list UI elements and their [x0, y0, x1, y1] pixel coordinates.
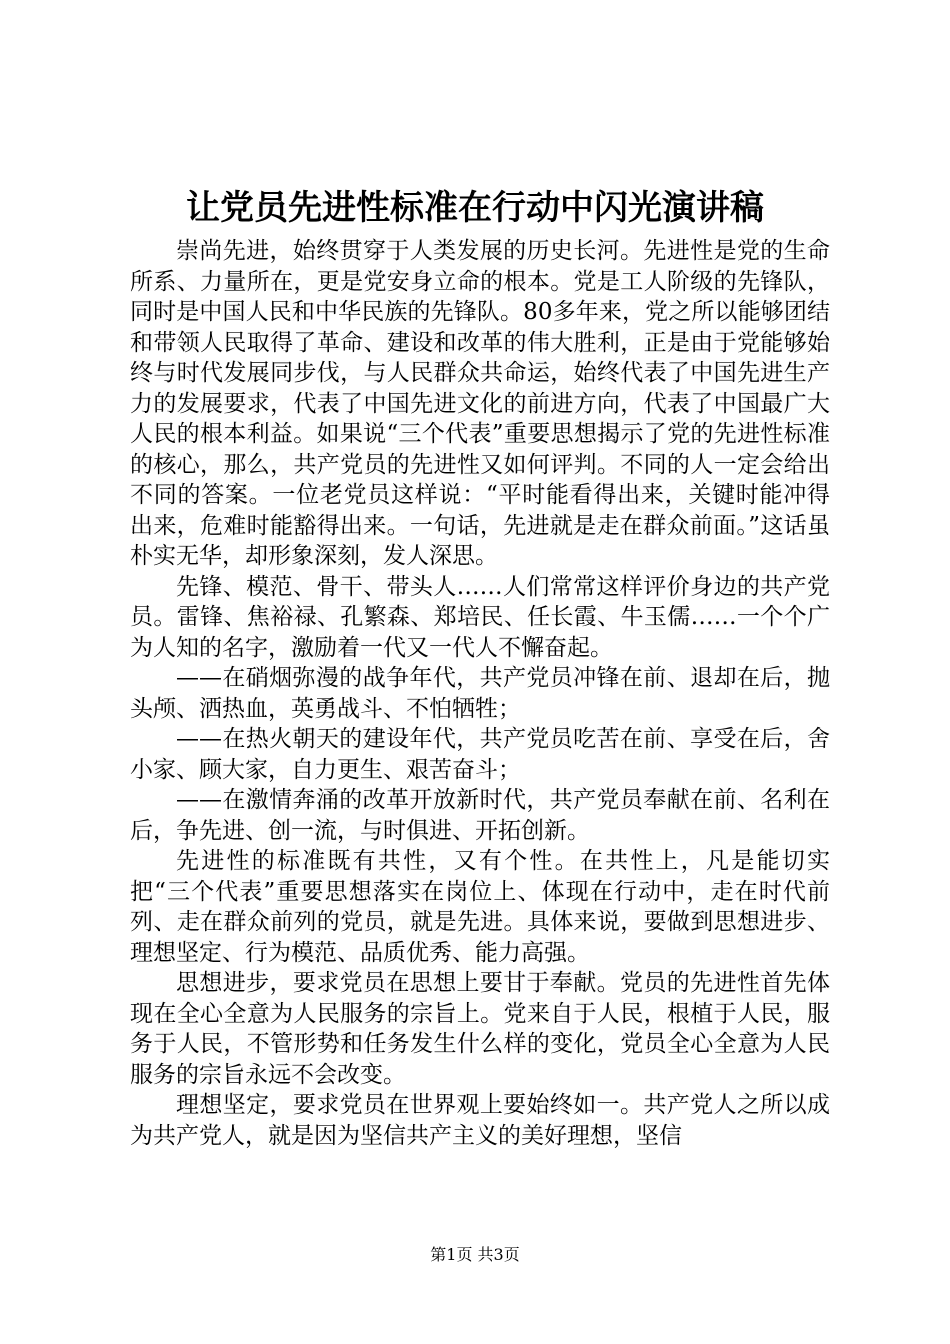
paragraph-7: 思想进步，要求党员在思想上要甘于奉献。党员的先进性首先体现在全心全意为人民服务的宗旨上。党来自于人民，根植于人民，服务于人民，不管形势和任务发生什么样的变化，党员全心全意为人民服务的宗旨永远不会改变。 [130, 970, 830, 1088]
paragraph-8: 理想坚定，要求党员在世界观上要始终如一。共产党人之所以成为共产党人，就是因为坚信共产主义的美好理想，坚信 [130, 1092, 830, 1149]
paragraph-2: 先锋、模范、骨干、带头人……人们常常这样评价身边的共产党员。雷锋、焦裕禄、孔繁森、郑培民、任长霞、牛玉儒……一个个广为人知的名字，激励着一代又一代人不懈奋起。 [130, 573, 830, 661]
paragraph-1: 崇尚先进，始终贯穿于人类发展的历史长河。先进性是党的生命所系、力量所在，更是党安身立命的根本。党是工人阶级的先锋队，同时是中国人民和中华民族的先锋队。80多年来，党之所以能够团结和带领人民取得了革命、建设和改革的伟大胜利，正是由于党能够始终与时代发展同步伐，与人民群众共命运，始终代表了中国先进生产力的发展要求，代表了中国先进文化的前进方向，代表了中国最广大人民的根本利益。如果说“三个代表”重要思想揭示了党的先进性标准的核心，那么，共产党员的先进性又如何评判。不同的人一定会给出不同的答案。一位老党员这样说：“平时能看得出来，关键时能冲得出来，危难时能豁得出来。一句话，先进就是走在群众前面。”这话虽朴实无华，却形象深刻，发人深思。 [130, 238, 830, 569]
document-body [130, 236, 830, 1151]
paragraph-3: ——在硝烟弥漫的战争年代，共产党员冲锋在前、退却在后，抛头颅、洒热血，英勇战斗、不怕牺牲； [130, 665, 830, 722]
paragraph-4: ——在热火朝天的建设年代，共产党员吃苦在前、享受在后，舍小家、顾大家，自力更生、艰苦奋斗； [130, 726, 830, 783]
document-title: 让党员先进性标准在行动中闪光演讲稿 [186, 188, 764, 228]
page-footer: 第1页 共3页 [430, 1245, 520, 1264]
paragraph-6: 先进性的标准既有共性，又有个性。在共性上，凡是能切实把“三个代表”重要思想落实在岗位上、体现在行动中，走在时代前列、走在群众前列的党员，就是先进。具体来说，要做到思想进步、理想坚定、行为模范、品质优秀、能力高强。 [130, 848, 830, 966]
paragraph-5: ——在激情奔涌的改革开放新时代，共产党员奉献在前、名利在后，争先进、创一流，与时俱进、开拓创新。 [130, 787, 830, 844]
